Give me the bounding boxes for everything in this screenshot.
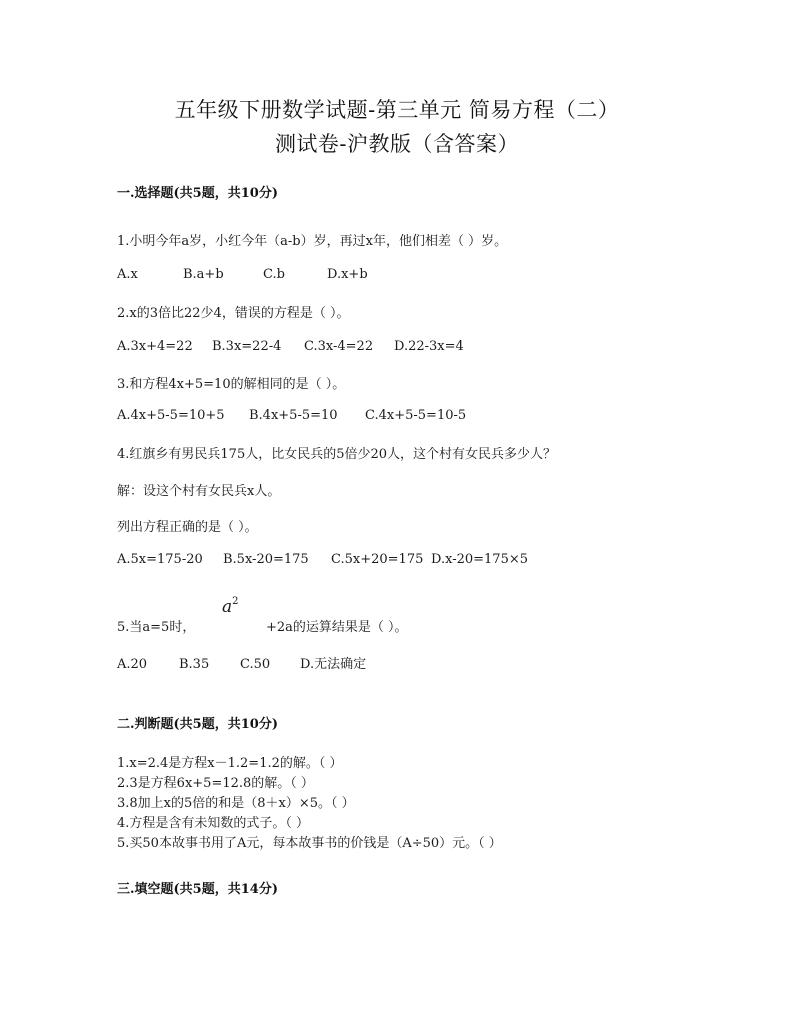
question-4-solution: 解：设这个村有女民兵x人。	[117, 484, 281, 499]
option-d: D.x+b	[327, 267, 368, 282]
option-c: C.4x+5-5=10-5	[365, 408, 467, 423]
option-b: B.4x+5-5=10	[249, 408, 338, 423]
question-4-options	[117, 552, 528, 567]
option-a: A.x	[117, 267, 138, 282]
option-c: C.5x+20=175	[331, 552, 424, 567]
option-c: C.b	[263, 267, 285, 282]
math-expression-a-squared: $a^2$	[222, 596, 239, 617]
option-d: D.无法确定	[300, 657, 367, 672]
option-b: B.35	[179, 657, 210, 672]
question-4: 4.红旗乡有男民兵175人，比女民兵的5倍少20人，这个村有女民兵多少人？	[117, 447, 557, 462]
question-3-options	[117, 408, 466, 423]
page-title-line2: 测试卷-沪教版（含答案）	[274, 132, 520, 156]
option-c: C.50	[240, 657, 271, 672]
question-2-options	[117, 339, 464, 354]
option-d: D.x-20=175×5	[431, 552, 528, 567]
page-title-line1: 五年级下册数学试题-第三单元 简易方程（二）	[174, 98, 620, 122]
option-a: A.20	[117, 657, 148, 672]
tf-item-4: 4.方程是含有未知数的式子。（ ）	[117, 816, 310, 831]
option-b: B.5x-20=175	[223, 552, 309, 567]
option-d: D.22-3x=4	[394, 339, 464, 354]
tf-item-3: 3.8加上x的5倍的和是（8＋x）×5。（ ）	[117, 796, 355, 811]
question-5-suffix: +2a的运算结果是（ ）。	[266, 620, 408, 635]
question-3: 3.和方程4x+5=10的解相同的是（ ）。	[117, 377, 346, 392]
question-4-prompt: 列出方程正确的是（ ）。	[117, 520, 258, 535]
tf-item-5: 5.买50本故事书用了A元，每本故事书的价钱是（A÷50）元。（ ）	[117, 836, 502, 851]
option-b: B.a+b	[183, 267, 224, 282]
section-heading-fill-in: 三.填空题(共5题，共14分)	[117, 882, 278, 897]
question-1: 1.小明今年a岁，小红今年（a-b）岁，再过x年，他们相差（ ）岁。	[117, 234, 508, 249]
question-5-prefix: 5.当a=5时，	[117, 620, 196, 635]
option-b: B.3x=22-4	[212, 339, 282, 354]
section-heading-choice: 一.选择题(共5题，共10分)	[117, 186, 278, 201]
section-heading-judgement: 二.判断题(共5题，共10分)	[117, 717, 278, 732]
option-a: A.5x=175-20	[117, 552, 203, 567]
option-a: A.4x+5-5=10+5	[117, 408, 225, 423]
option-c: C.3x-4=22	[304, 339, 374, 354]
tf-item-2: 2.3是方程6x+5=12.8的解。（ ）	[117, 776, 314, 791]
tf-item-1: 1.x=2.4是方程x－1.2=1.2的解。（ ）	[117, 756, 343, 771]
question-5-options	[117, 653, 366, 672]
question-2: 2.x的3倍比22少4，错误的方程是（ ）。	[117, 306, 350, 321]
question-1-options	[117, 267, 368, 282]
option-a: A.3x+4=22	[117, 339, 193, 354]
